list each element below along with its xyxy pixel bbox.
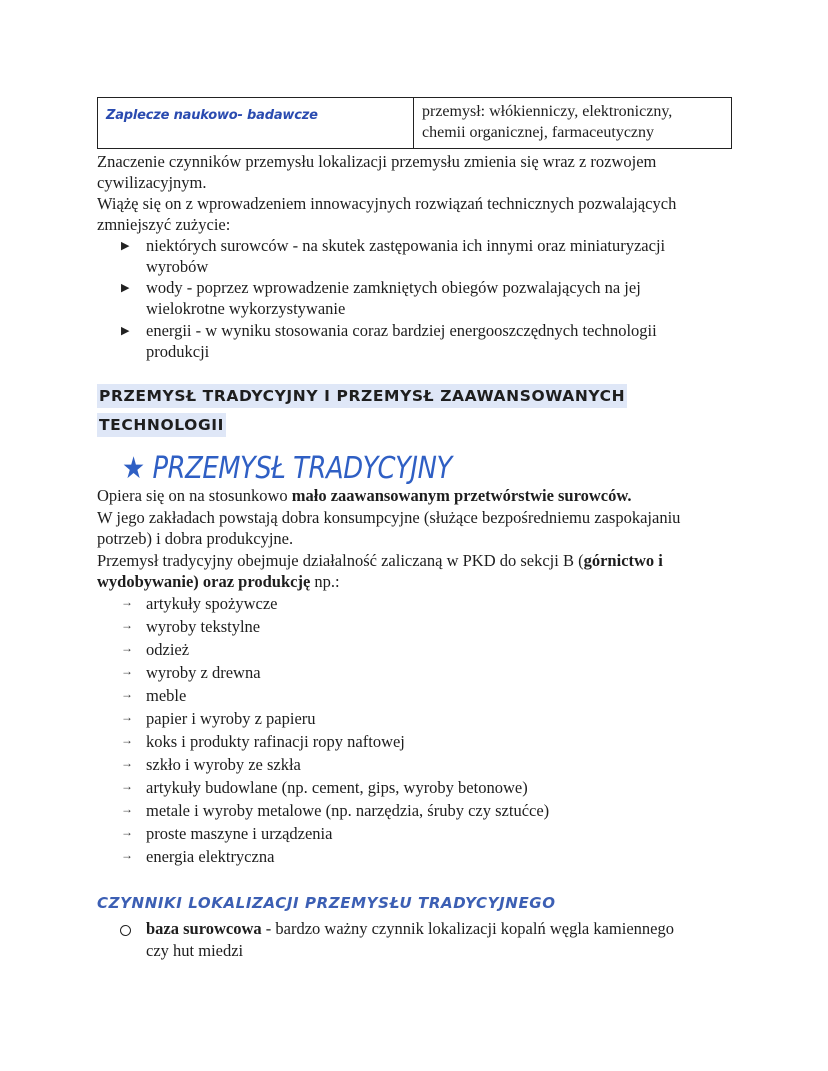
list-item: energii - w wyniku stosowania coraz bardziej energooszczędnych technologii [146, 321, 657, 340]
product-list-item: odzież [146, 640, 190, 659]
arrow-bullet-icon: → [121, 848, 133, 862]
paragraph-line: cywilizacyjnym. [97, 173, 207, 192]
arrow-bullet-icon: → [121, 825, 133, 839]
list-item: wody - poprzez wprowadzenie zamkniętych obiegów pozwalających na jej [146, 278, 641, 297]
arrow-bullet-icon: → [121, 595, 133, 609]
list-item: wyrobów [146, 257, 209, 276]
section-heading: PRZEMYSŁ TRADYCYJNY I PRZEMYSŁ ZAAWANSOWANYCH [97, 384, 627, 408]
product-list-item: koks i produkty rafinacji ropy naftowej [146, 732, 405, 751]
table-factor-label: Zaplecze naukowo- badawcze [106, 108, 318, 123]
table-industries-line2: chemii organicznej, farmaceutyczny [422, 124, 655, 141]
arrow-bullet-icon: → [121, 779, 133, 793]
product-list-item: papier i wyroby z papieru [146, 709, 316, 728]
triangle-bullet-icon: ▶ [121, 240, 130, 252]
arrow-bullet-icon: → [121, 756, 133, 770]
arrow-bullet-icon: → [121, 618, 133, 632]
list-item: wielokrotne wykorzystywanie [146, 299, 346, 318]
product-list-item: artykuły spożywcze [146, 594, 278, 613]
paragraph-line: Opiera się on na stosunkowo mało zaawansowanym przetwórstwie surowców. [97, 486, 632, 505]
list-item: produkcji [146, 342, 210, 361]
section-heading: TECHNOLOGII [97, 413, 226, 437]
product-list-item: wyroby z drewna [146, 663, 261, 682]
circle-bullet-icon [120, 925, 131, 936]
triangle-bullet-icon: ▶ [121, 282, 130, 294]
paragraph-line: zmniejszyć zużycie: [97, 215, 231, 234]
product-list-item: wyroby tekstylne [146, 617, 261, 636]
arrow-bullet-icon: → [121, 641, 133, 655]
arrow-bullet-icon: → [121, 664, 133, 678]
product-list-item: meble [146, 686, 187, 705]
arrow-bullet-icon: → [121, 710, 133, 724]
product-list-item: metale i wyroby metalowe (np. narzędzia, śruby czy sztućce) [146, 801, 550, 820]
handwritten-subheading: CZYNNIKI LOKALIZACJI PRZEMYSŁU TRADYCYJNEGO [97, 894, 556, 912]
product-list-item: artykuły budowlane (np. cement, gips, wyroby betonowe) [146, 778, 528, 797]
paragraph-line: potrzeb) i dobra produkcyjne. [97, 529, 294, 548]
product-list-item: energia elektryczna [146, 847, 275, 866]
paragraph-line: W jego zakładach powstają dobra konsumpcyjne (służące bezpośredniemu zaspokajaniu [97, 508, 681, 527]
arrow-bullet-icon: → [121, 802, 133, 816]
list-item: czy hut miedzi [146, 941, 244, 960]
handwritten-title: ★ PRZEMYSŁ TRADYCYJNY [122, 451, 452, 486]
table-cell-industries [414, 98, 731, 148]
paragraph-line: wydobywanie) oraz produkcję np.: [97, 572, 340, 591]
factor-table [97, 97, 732, 149]
paragraph-line: Znaczenie czynników przemysłu lokalizacji przemysłu zmienia się wraz z rozwojem [97, 152, 657, 171]
arrow-bullet-icon: → [121, 687, 133, 701]
product-list-item: szkło i wyroby ze szkła [146, 755, 301, 774]
list-item: baza surowcowa - bardzo ważny czynnik lokalizacji kopalń węgla kamiennego [146, 919, 674, 938]
triangle-bullet-icon: ▶ [121, 325, 130, 337]
paragraph-line: Wiążę się on z wprowadzeniem innowacyjnych rozwiązań technicznych pozwalających [97, 194, 677, 213]
table-industries-line1: przemysł: włókienniczy, elektroniczny, [422, 103, 673, 120]
arrow-bullet-icon: → [121, 733, 133, 747]
paragraph-line: Przemysł tradycyjny obejmuje działalność zaliczaną w PKD do sekcji B (górnictwo i [97, 551, 663, 570]
product-list-item: proste maszyne i urządzenia [146, 824, 333, 843]
list-item: niektórych surowców - na skutek zastępowania ich innymi oraz miniaturyzacji [146, 236, 666, 255]
table-cell-factor [98, 98, 414, 148]
